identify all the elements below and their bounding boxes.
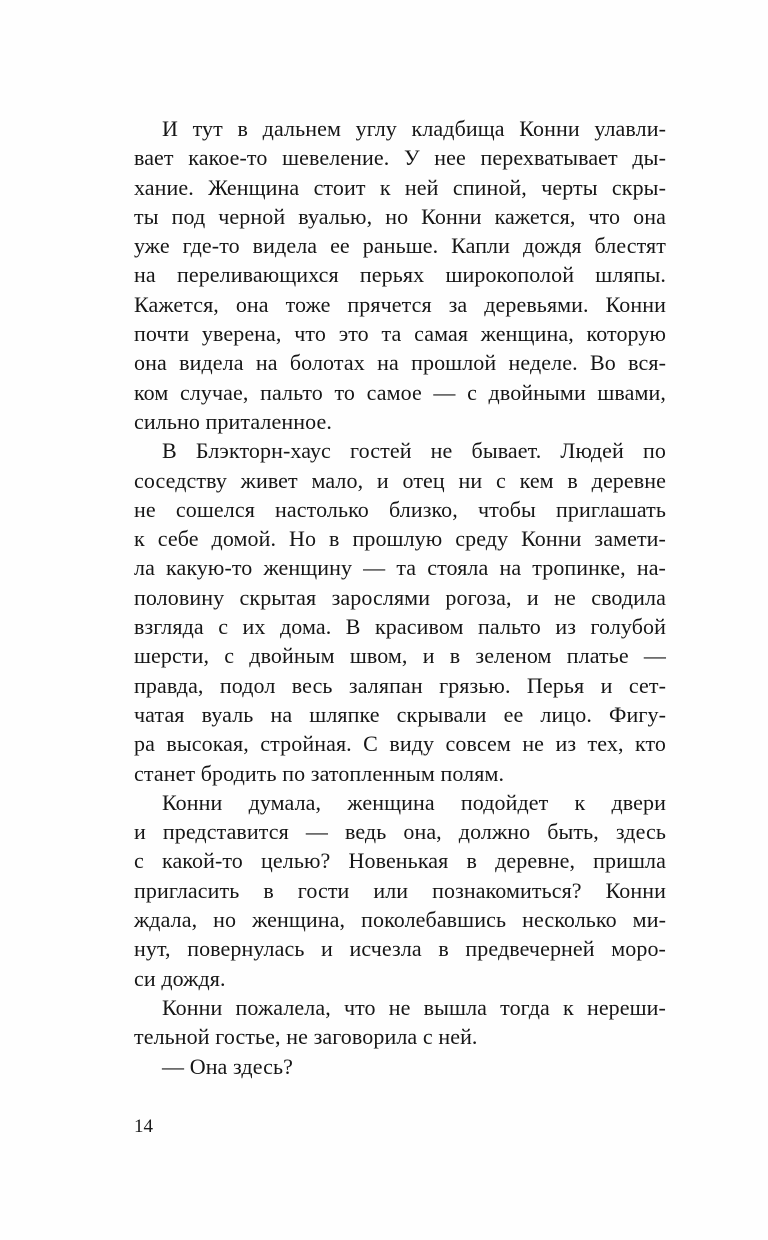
text-line: пригласить в гости или познакомиться? Конни bbox=[134, 877, 666, 903]
text-line: В Блэкторн-хаус гостей не бывает. Людей по bbox=[162, 438, 666, 464]
text-line: половину скрытая зарослями рогоза, и не сводила bbox=[134, 584, 666, 610]
text-line: взгляда с их дома. В красивом пальто из голубой bbox=[134, 614, 666, 640]
text-line: с какой-то целью? Новенькая в деревне, пришла bbox=[134, 848, 666, 874]
paragraph bbox=[134, 788, 666, 993]
text-line: тельной гостье, не заговорила с ней. bbox=[134, 1024, 478, 1050]
paragraph bbox=[134, 114, 666, 436]
paragraph bbox=[134, 993, 666, 1052]
text-line: Конни думала, женщина подойдет к двери bbox=[162, 789, 666, 815]
text-line: и представится — ведь она, должно быть, здесь bbox=[134, 819, 666, 845]
text-line: правда, подол весь заляпан грязью. Перья и сет- bbox=[134, 672, 666, 698]
text-line: к себе домой. Но в прошлую среду Конни замети- bbox=[134, 526, 666, 552]
text-line: ра высокая, стройная. С виду совсем не из тех, кто bbox=[134, 731, 666, 757]
text-line: ждала, но женщина, поколебавшись несколько ми- bbox=[134, 907, 666, 933]
text-line: на переливающихся перьях широкополой шляпы. bbox=[134, 262, 666, 288]
text-line: сильно приталенное. bbox=[134, 408, 332, 434]
text-line: станет бродить по затопленным полям. bbox=[134, 760, 505, 786]
text-line: хание. Женщина стоит к ней спиной, черты скры- bbox=[134, 174, 666, 200]
page-number: 14 bbox=[134, 1116, 153, 1137]
text-line: нут, повернулась и исчезла в предвечерней моро- bbox=[134, 936, 666, 962]
text-line: она видела на болотах на прошлой неделе. Во вся- bbox=[134, 350, 666, 376]
text-line: шерсти, с двойным швом, и в зеленом платье — bbox=[134, 643, 666, 669]
text-line: Кажется, она тоже прячется за деревьями. Конни bbox=[134, 291, 666, 317]
text-line: ком случае, пальто то самое — с двойными швами, bbox=[134, 379, 666, 405]
text-block bbox=[134, 114, 666, 1081]
text-line: ла какую-то женщину — та стояла на тропинке, на- bbox=[134, 555, 666, 581]
text-line: почти уверена, что это та самая женщина, которую bbox=[134, 321, 666, 347]
paragraph bbox=[134, 1052, 666, 1081]
text-line: вает какое-то шевеление. У нее перехватывает ды- bbox=[134, 145, 666, 171]
text-line: И тут в дальнем углу кладбища Конни улавли- bbox=[162, 116, 666, 141]
text-line: не сошелся настолько близко, чтобы приглашать bbox=[134, 496, 666, 522]
text-line: — Она здесь? bbox=[162, 1053, 293, 1079]
paragraph bbox=[134, 436, 666, 788]
text-line: си дождя. bbox=[134, 965, 226, 991]
text-line: чатая вуаль на шляпке скрывали ее лицо. Фигу- bbox=[134, 701, 666, 727]
text-line: ты под черной вуалью, но Конни кажется, что она bbox=[134, 203, 666, 229]
text-line: Конни пожалела, что не вышла тогда к нереши- bbox=[162, 994, 666, 1020]
text-line: уже где-то видела ее раньше. Капли дождя блестят bbox=[134, 233, 666, 259]
text-line: соседству живет мало, и отец ни с кем в деревне bbox=[134, 467, 666, 493]
